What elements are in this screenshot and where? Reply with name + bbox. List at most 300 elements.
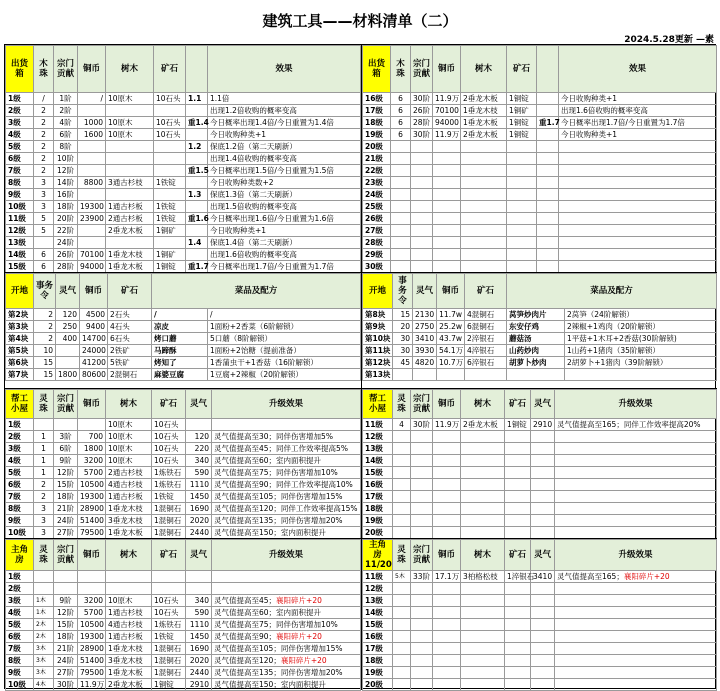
cell-text: 11.9万 <box>435 130 460 139</box>
table-cell <box>154 153 186 165</box>
table-cell <box>393 479 411 491</box>
table-cell <box>208 153 361 165</box>
table-row <box>6 431 361 443</box>
col-header-upgrade-effect: 升级效果 <box>212 540 361 571</box>
table-cell <box>433 189 461 201</box>
level-cell <box>6 419 34 431</box>
table-cell <box>565 321 717 333</box>
table-cell <box>531 583 555 595</box>
level-cell <box>6 309 34 321</box>
table-cell <box>106 105 154 117</box>
shipping-right-body <box>363 93 717 273</box>
table-row <box>363 141 717 153</box>
table-row <box>6 515 361 527</box>
table-cell <box>433 237 461 249</box>
cell-text: 1690 <box>189 504 209 513</box>
cell-text: 16级 <box>365 480 383 489</box>
xiangyang-fragment-reward: 襄阳碎片+20 <box>276 632 322 641</box>
table-cell <box>208 237 361 249</box>
level-cell <box>363 655 393 667</box>
table-cell <box>34 491 54 503</box>
table-cell <box>212 419 361 431</box>
table-cell <box>411 515 433 527</box>
table-cell <box>56 345 80 357</box>
table-cell <box>461 189 507 201</box>
table-cell <box>411 419 433 431</box>
cell-text: 5700 <box>83 608 103 617</box>
table-cell <box>393 679 411 691</box>
table-cell <box>106 93 154 105</box>
table-cell <box>106 571 152 583</box>
table-cell <box>212 679 361 691</box>
cell-text: 6混铜石 <box>467 322 495 331</box>
table-cell <box>208 249 361 261</box>
table-cell <box>555 431 717 443</box>
level-cell <box>6 527 34 539</box>
cell-text: 10原木 <box>108 456 133 465</box>
cell-text: 2铁矿 <box>110 346 130 355</box>
cell-text: 第8块 <box>365 310 386 319</box>
cell-text: 8级 <box>8 656 21 665</box>
cell-text: 24阶 <box>56 238 75 247</box>
cell-text: 1炼铁石 <box>154 468 182 477</box>
cell-text: 莴笋炒肉片 <box>509 310 547 319</box>
table-cell <box>413 345 437 357</box>
cell-text: 10原木 <box>108 130 133 139</box>
table-row <box>363 527 717 539</box>
table-cell <box>186 503 212 515</box>
table-cell <box>391 141 411 153</box>
table-cell <box>152 583 186 595</box>
table-row <box>363 595 717 607</box>
col-header-wood: 树木 <box>106 390 152 419</box>
cell-text: 24阶 <box>56 656 75 665</box>
cell-text: 1450 <box>189 632 209 641</box>
table-cell <box>78 129 106 141</box>
table-cell <box>208 369 361 381</box>
cell-text: 30级 <box>365 262 383 271</box>
table-cell <box>411 655 433 667</box>
table-cell <box>154 249 186 261</box>
table-cell <box>433 503 461 515</box>
table-cell <box>34 333 56 345</box>
cell-text: 第10块 <box>365 334 391 343</box>
cell-text: 30 <box>400 334 410 343</box>
table-cell <box>507 309 565 321</box>
table-cell <box>393 619 411 631</box>
level-cell <box>363 357 393 369</box>
table-cell <box>393 503 411 515</box>
table-cell <box>154 141 186 153</box>
cell-text: 烤口蘑 <box>154 334 177 343</box>
table-cell <box>34 321 56 333</box>
table-cell <box>565 369 717 381</box>
cell-text: 24级 <box>365 190 383 199</box>
table-cell <box>411 141 433 153</box>
shipping-right-table <box>362 45 717 273</box>
table-cell <box>411 455 433 467</box>
cell-text: 20阶 <box>56 214 75 223</box>
table-cell <box>537 153 559 165</box>
table-row <box>363 619 717 631</box>
level-cell <box>363 607 393 619</box>
table-cell <box>391 93 411 105</box>
table-cell <box>34 309 56 321</box>
table-cell <box>555 631 717 643</box>
cell-text: 9400 <box>85 322 105 331</box>
cell-text: 1级 <box>8 94 21 103</box>
table-cell <box>78 431 106 443</box>
cell-text: 2通古杉板 <box>108 214 143 223</box>
cell-text: 24阶 <box>56 516 75 525</box>
cell-text: 1.4 <box>188 238 202 247</box>
cell-text: 今日概率出现1.7倍/今日重置为1.7倍 <box>561 118 685 127</box>
table-cell <box>461 225 507 237</box>
table-cell <box>507 129 537 141</box>
table-cell <box>78 527 106 539</box>
table-cell <box>537 189 559 201</box>
table-cell <box>186 93 208 105</box>
table-cell <box>154 213 186 225</box>
cell-text: 1混铜石 <box>154 644 182 653</box>
cell-text: 第3块 <box>8 322 29 331</box>
table-cell <box>437 309 465 321</box>
cell-text: 4石头 <box>110 322 130 331</box>
table-cell <box>531 479 555 491</box>
table-cell <box>78 631 106 643</box>
table-cell <box>54 261 78 273</box>
table-cell <box>531 527 555 539</box>
col-header-spirit: 灵气 <box>56 274 80 309</box>
cell-text: 1垂龙木枝 <box>108 504 143 513</box>
table-cell <box>461 467 505 479</box>
cell-text: 51400 <box>80 656 104 665</box>
col-header-ore: 矿石 <box>465 274 507 309</box>
table-row <box>6 93 361 105</box>
farm-right-body <box>363 309 717 381</box>
cell-text: 23900 <box>80 214 104 223</box>
cell-text: 灵气值提高至60；室内面积提升 <box>214 456 322 465</box>
cell-text: 400 <box>62 334 77 343</box>
table-cell <box>80 309 108 321</box>
cell-text: 1铁锭 <box>156 178 176 187</box>
table-cell <box>54 419 78 431</box>
table-cell <box>208 345 361 357</box>
table-cell <box>393 431 411 443</box>
cell-text: 灵气值提高至120；同伴工作效率提高15% <box>214 504 358 513</box>
col-header-sect-contribution: 宗门贡献 <box>54 46 78 93</box>
table-cell <box>433 249 461 261</box>
table-cell <box>106 631 152 643</box>
cell-text: 1110 <box>189 620 209 629</box>
level-cell <box>6 655 34 667</box>
level-cell <box>6 345 34 357</box>
table-cell <box>54 105 78 117</box>
table-cell <box>186 619 212 631</box>
cell-text: 2130 <box>415 310 435 319</box>
table-cell <box>212 667 361 679</box>
table-cell <box>461 261 507 273</box>
cell-text: 19300 <box>80 632 104 641</box>
cell-text: 1000 <box>83 118 103 127</box>
level-cell <box>6 643 34 655</box>
table-cell <box>78 455 106 467</box>
cell-text: 14阶 <box>56 178 75 187</box>
table-cell <box>555 619 717 631</box>
cell-text: 1 <box>41 456 46 465</box>
table-cell <box>411 117 433 129</box>
cell-text: 1木 <box>36 609 46 616</box>
cell-text: 19级 <box>365 516 383 525</box>
cell-text: 4500 <box>85 310 105 319</box>
cell-text: 30阶 <box>413 130 431 139</box>
table-cell <box>106 527 152 539</box>
table-cell <box>555 467 717 479</box>
cell-text: 4木 <box>36 681 46 688</box>
level-cell <box>363 571 393 583</box>
cell-text: 30阶 <box>413 94 431 103</box>
main-right-table <box>362 539 717 691</box>
table-cell <box>505 595 531 607</box>
table-cell <box>34 141 54 153</box>
level-cell <box>363 261 391 273</box>
cell-text: 10石头 <box>154 444 179 453</box>
table-cell <box>80 345 108 357</box>
cell-text: 27阶 <box>56 528 75 537</box>
table-cell <box>152 369 208 381</box>
table-cell <box>559 189 717 201</box>
cell-text: 4级 <box>8 130 21 139</box>
cell-text: 1垂龙木板 <box>463 118 498 127</box>
cell-text: 2 <box>48 310 53 319</box>
cell-text: 1淬银石 <box>507 572 535 581</box>
col-header-spirit: 灵气 <box>186 390 212 419</box>
cell-text: 1铜锭 <box>507 420 527 429</box>
table-cell <box>154 237 186 249</box>
cell-text: 第2块 <box>8 310 29 319</box>
table-cell <box>559 261 717 273</box>
cell-text: 12阶 <box>56 468 75 477</box>
table-cell <box>212 655 361 667</box>
table-cell <box>54 177 78 189</box>
table-row <box>363 105 717 117</box>
table-row <box>6 467 361 479</box>
cell-text: 1 <box>41 468 46 477</box>
table-row <box>363 225 717 237</box>
cell-text: 1级 <box>8 572 21 581</box>
cell-text: 11.9万 <box>435 94 460 103</box>
cell-text: 94000 <box>80 262 104 271</box>
table-cell <box>531 679 555 691</box>
table-cell <box>531 619 555 631</box>
cell-text: 1垂龙木枝 <box>108 644 143 653</box>
col-header-ore: 矿石 <box>108 274 152 309</box>
cell-text: 3 <box>41 178 46 187</box>
cell-text: 43.7w <box>439 334 462 343</box>
table-cell <box>208 261 361 273</box>
cell-text: 16级 <box>365 94 383 103</box>
level-cell <box>6 105 34 117</box>
table-cell <box>411 93 433 105</box>
level-cell <box>363 333 393 345</box>
table-cell <box>461 643 505 655</box>
table-cell <box>34 455 54 467</box>
col-header-affair-order: 事务令 <box>393 274 413 309</box>
cell-text: 重1.6 <box>188 214 209 223</box>
col-header-sect-contribution: 宗门贡献 <box>54 390 78 419</box>
cell-text: 今日收购种类数+2 <box>210 178 274 187</box>
cell-text: 1600 <box>83 130 103 139</box>
table-row <box>363 631 717 643</box>
helper-left-table <box>5 389 361 539</box>
level-cell <box>6 467 34 479</box>
cell-text: 10阶 <box>56 154 75 163</box>
cell-text: 2级 <box>8 432 21 441</box>
table-cell <box>34 213 54 225</box>
cell-text: 重1.7 <box>188 262 209 271</box>
section-divider <box>5 538 717 539</box>
table-cell <box>411 153 433 165</box>
section-divider <box>5 388 717 389</box>
cell-text: 2020 <box>189 516 209 525</box>
cell-text: 灵气值提高至150；室内面积提升 <box>214 528 326 537</box>
table-row <box>363 309 717 321</box>
table-row <box>363 455 717 467</box>
table-cell <box>54 153 78 165</box>
table-cell <box>433 201 461 213</box>
table-cell <box>54 503 78 515</box>
table-cell <box>393 491 411 503</box>
col-header-ore: 矿石 <box>507 46 537 93</box>
table-cell <box>208 309 361 321</box>
table-cell <box>78 237 106 249</box>
level-cell <box>363 515 393 527</box>
level-cell <box>363 643 393 655</box>
level-cell <box>363 201 391 213</box>
table-cell <box>34 667 54 679</box>
table-row <box>363 213 717 225</box>
level-cell <box>363 129 391 141</box>
cell-text: 今日收购种类+1 <box>561 94 618 103</box>
cell-text: 21阶 <box>56 504 75 513</box>
cell-text: 1铜锭 <box>154 680 174 689</box>
cell-text: 麻婆豆腐 <box>154 370 184 379</box>
table-cell <box>106 237 154 249</box>
table-cell <box>56 357 80 369</box>
table-cell <box>54 467 78 479</box>
table-cell <box>411 237 433 249</box>
col-header-copper: 铜币 <box>437 274 465 309</box>
cell-text: 14级 <box>365 456 383 465</box>
level-cell <box>6 443 34 455</box>
table-cell <box>186 491 212 503</box>
cell-text: 20级 <box>365 528 383 537</box>
cell-text: 590 <box>194 608 209 617</box>
cell-text: 1 <box>41 432 46 441</box>
level-cell <box>6 333 34 345</box>
cell-text: 23级 <box>365 178 383 187</box>
level-cell <box>6 607 34 619</box>
cell-text: 10原木 <box>108 420 133 429</box>
table-cell <box>531 515 555 527</box>
table-cell <box>461 515 505 527</box>
table-row <box>6 679 361 691</box>
level-cell <box>363 619 393 631</box>
table-cell <box>461 431 505 443</box>
cell-text: 7级 <box>8 166 21 175</box>
level-cell <box>363 491 393 503</box>
cell-text: 1垂龙木板 <box>108 668 143 677</box>
table-cell <box>461 607 505 619</box>
cell-text: 19300 <box>80 202 104 211</box>
table-row <box>363 357 717 369</box>
level-cell <box>6 431 34 443</box>
level-cell <box>6 93 34 105</box>
level-cell <box>6 619 34 631</box>
cell-text: 27阶 <box>56 668 75 677</box>
cell-text: 2通古杉枝 <box>108 468 143 477</box>
cell-text: 80600 <box>82 370 106 379</box>
table-cell <box>152 515 186 527</box>
table-cell <box>411 225 433 237</box>
level-cell <box>363 345 393 357</box>
cell-text: 灵气值提高至45； <box>214 596 277 605</box>
table-cell <box>152 345 208 357</box>
main-right-body <box>363 571 717 691</box>
cell-text: 3 <box>41 516 46 525</box>
col-header-ore: 矿石 <box>505 390 531 419</box>
table-cell <box>78 201 106 213</box>
table-cell <box>565 309 717 321</box>
level-cell <box>363 679 393 691</box>
table-cell <box>186 213 208 225</box>
table-cell <box>433 117 461 129</box>
table-cell <box>186 571 212 583</box>
table-cell <box>56 321 80 333</box>
cell-text: 今日概率出现1.5倍/今日重置为1.5倍 <box>210 166 334 175</box>
cell-text: 1铁锭 <box>156 202 176 211</box>
table-cell <box>555 491 717 503</box>
table-cell <box>34 165 54 177</box>
table-cell <box>186 655 212 667</box>
helper-right-pane <box>362 389 717 538</box>
table-cell <box>186 165 208 177</box>
table-cell <box>54 631 78 643</box>
table-cell <box>78 419 106 431</box>
cell-text: 10石头 <box>154 456 179 465</box>
table-cell <box>393 515 411 527</box>
table-cell <box>152 527 186 539</box>
cell-text: 27级 <box>365 226 383 235</box>
cell-text: 17级 <box>365 644 383 653</box>
table-cell <box>212 619 361 631</box>
table-row <box>6 201 361 213</box>
table-row <box>6 667 361 679</box>
cell-text: 7级 <box>8 492 21 501</box>
table-cell <box>208 165 361 177</box>
col-header-spirit: 灵气 <box>531 540 555 571</box>
table-cell <box>461 491 505 503</box>
level-cell <box>363 165 391 177</box>
table-row <box>363 249 717 261</box>
table-cell <box>537 237 559 249</box>
table-cell <box>461 503 505 515</box>
table-cell <box>152 643 186 655</box>
cell-text: 18阶 <box>56 492 75 501</box>
cell-text: 6级 <box>8 154 21 163</box>
cell-text: 3410 <box>533 572 553 581</box>
table-cell <box>34 527 54 539</box>
